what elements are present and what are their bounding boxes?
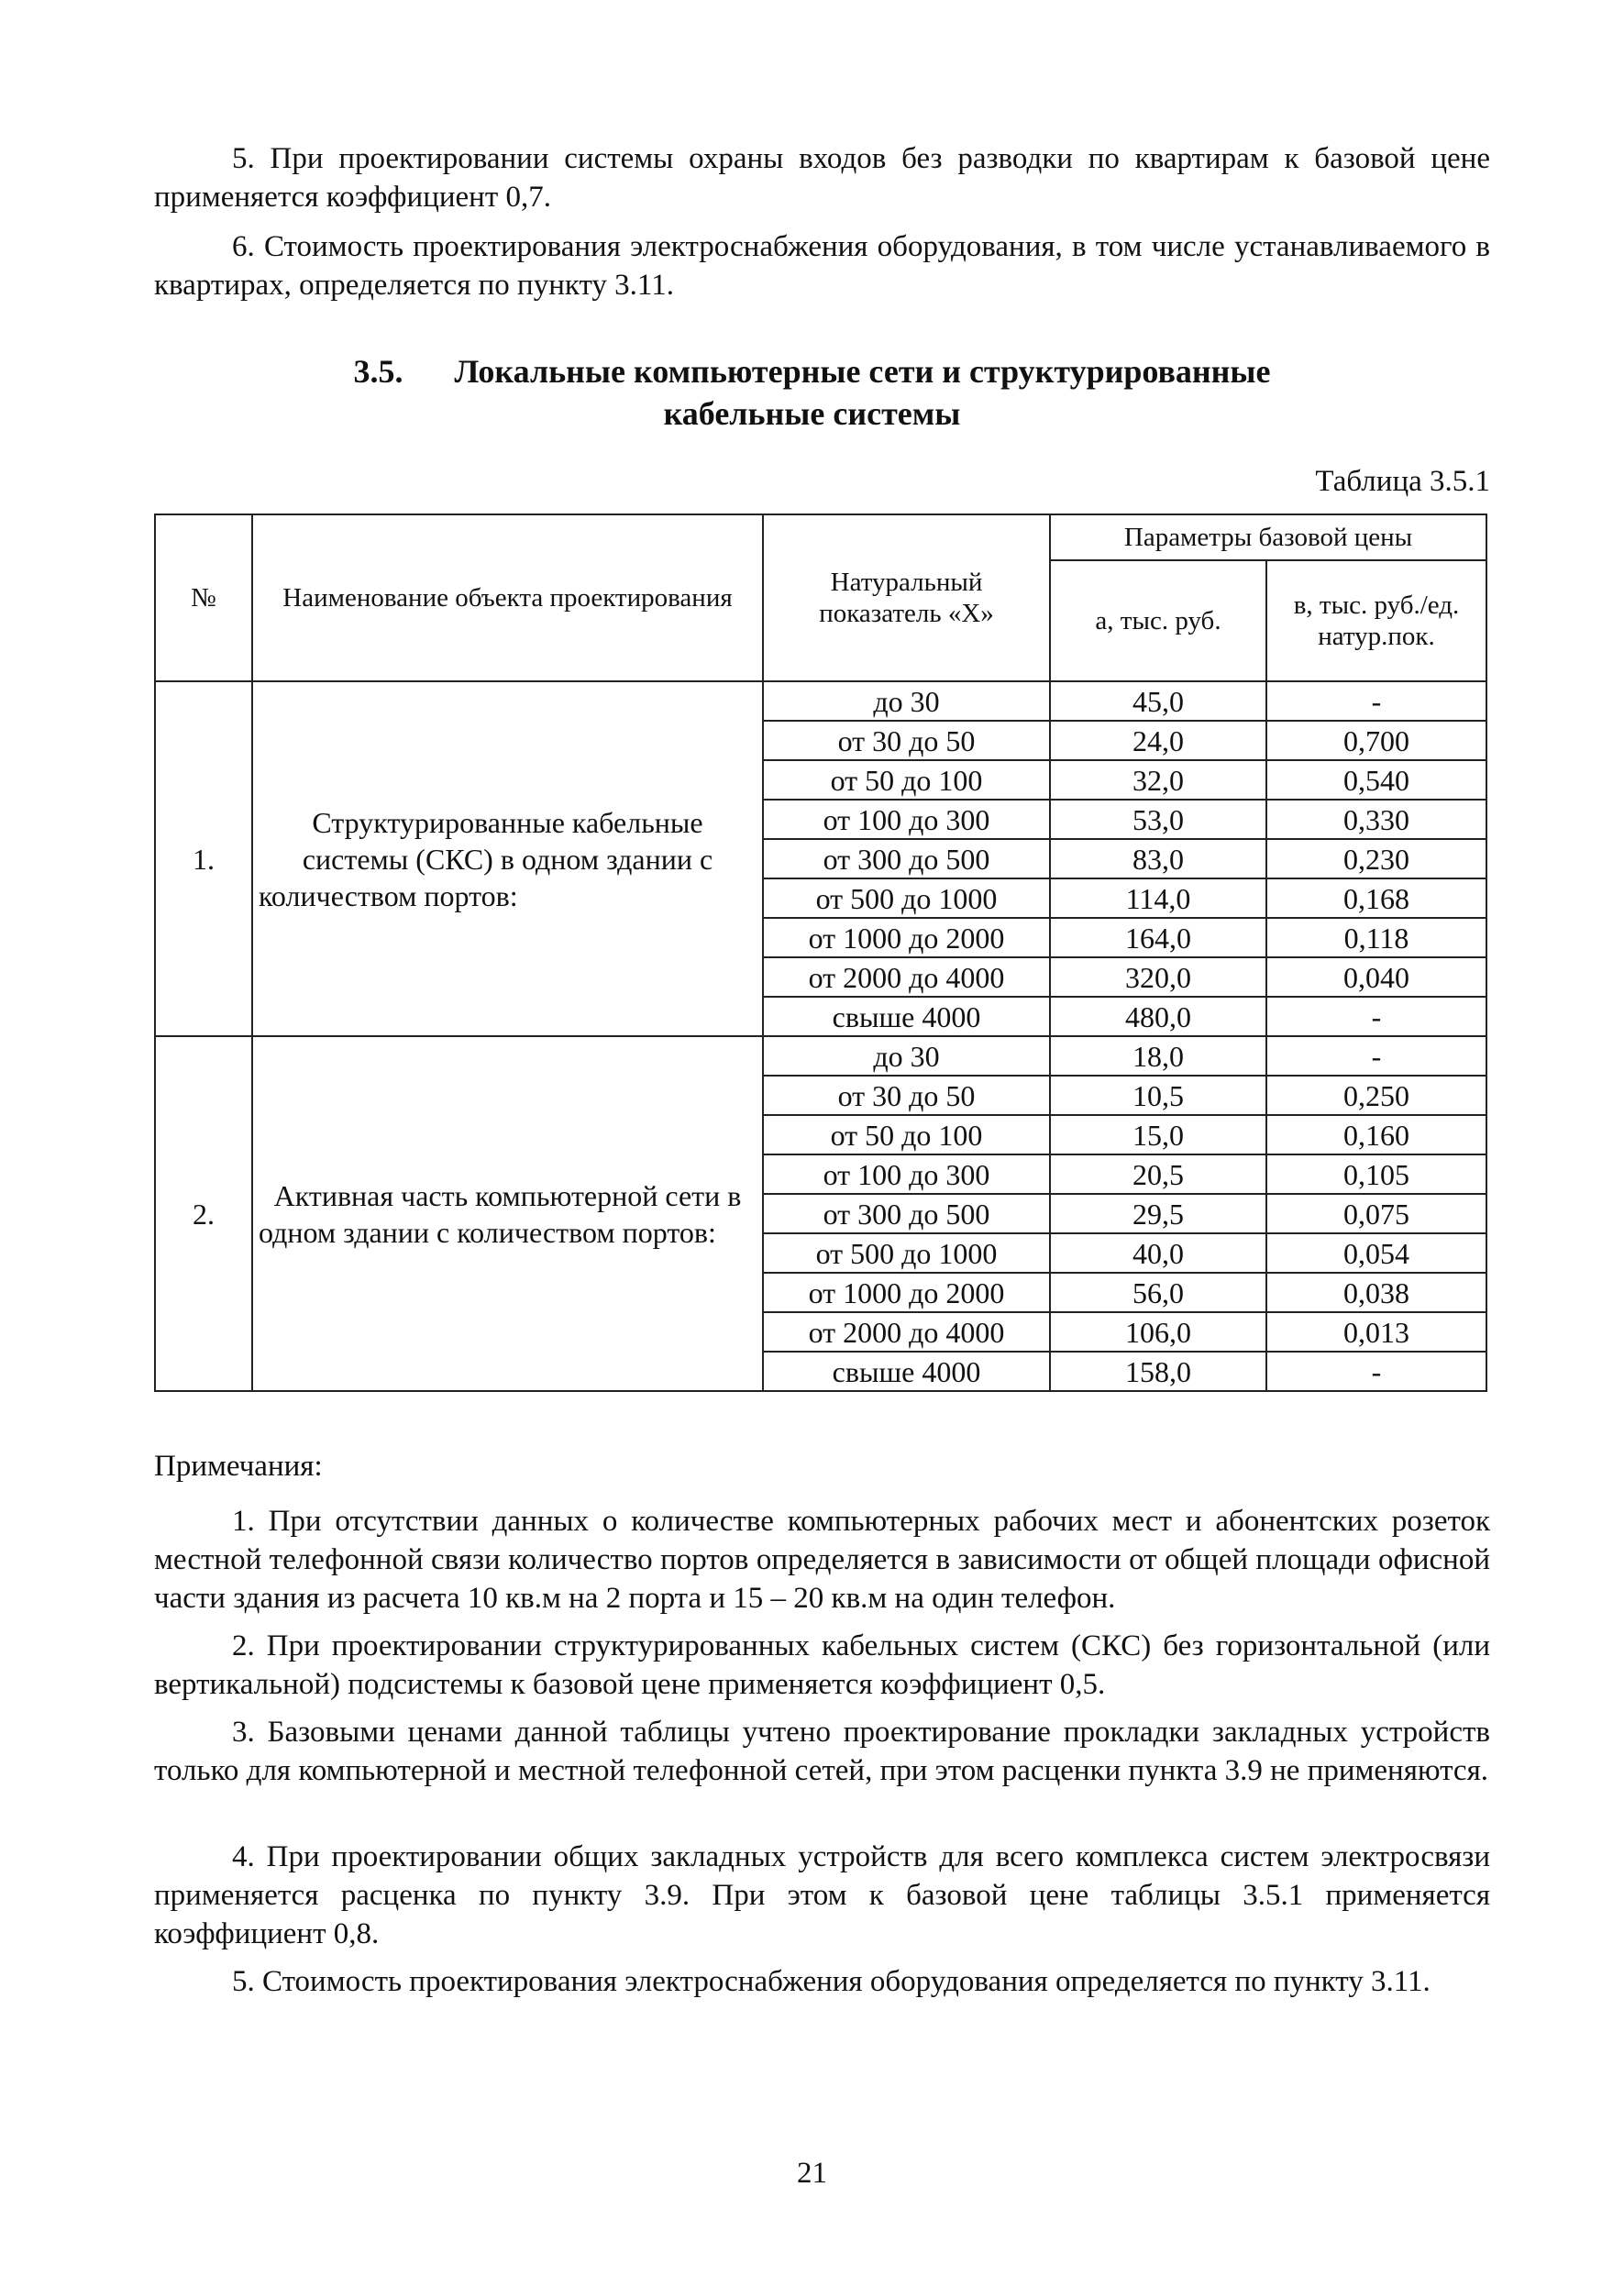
header-no: № — [155, 514, 252, 681]
indicator-cell: от 100 до 300 — [763, 1154, 1050, 1194]
value-b-cell: 0,330 — [1266, 800, 1486, 839]
group-number: 2. — [155, 1036, 252, 1391]
value-a-cell: 32,0 — [1050, 760, 1266, 800]
value-a-cell: 158,0 — [1050, 1352, 1266, 1391]
note-4: 4. При проектировании общих закладных устройств для всего комплекса систем электросвязи применяется расценка по пункту 3.9. При этом к базовой цене таблицы 3.5.1 применяется коэффициент 0,8. — [154, 1840, 1490, 1950]
value-a-cell: 56,0 — [1050, 1273, 1266, 1312]
value-a-cell: 40,0 — [1050, 1233, 1266, 1273]
indicator-cell: от 500 до 1000 — [763, 1233, 1050, 1273]
value-a-cell: 45,0 — [1050, 681, 1266, 721]
value-a-cell: 10,5 — [1050, 1076, 1266, 1115]
value-b-cell: 0,700 — [1266, 721, 1486, 760]
indicator-cell: от 300 до 500 — [763, 839, 1050, 878]
indicator-cell: до 30 — [763, 681, 1050, 721]
value-a-cell: 164,0 — [1050, 918, 1266, 957]
value-b-cell: 0,230 — [1266, 839, 1486, 878]
value-a-cell: 24,0 — [1050, 721, 1266, 760]
section-title-line1: Локальные компьютерные сети и структурированные — [454, 353, 1271, 390]
indicator-cell: от 100 до 300 — [763, 800, 1050, 839]
value-a-cell: 53,0 — [1050, 800, 1266, 839]
header-b: в, тыс. руб./ед. натур.пок. — [1266, 560, 1486, 681]
note-5: 5. Стоимость проектирования электроснабжения оборудования определяется по пункту 3.11. — [232, 1965, 1431, 1998]
section-number: 3.5. — [353, 353, 403, 390]
price-table — [154, 514, 1487, 1392]
value-b-cell: 0,160 — [1266, 1115, 1486, 1154]
indicator-cell: от 30 до 50 — [763, 721, 1050, 760]
indicator-cell: от 300 до 500 — [763, 1194, 1050, 1233]
group-name: Активная часть компьютерной сети в одном здании с количеством портов: — [252, 1036, 763, 1391]
intro-paragraph-5: 5. При проектировании системы охраны входов без разводки по квартирам к базовой цене применяется коэффициент 0,7. — [154, 142, 1490, 214]
value-b-cell: 0,540 — [1266, 760, 1486, 800]
indicator-cell: от 30 до 50 — [763, 1076, 1050, 1115]
value-b-cell: 0,054 — [1266, 1233, 1486, 1273]
indicator-cell: от 1000 до 2000 — [763, 918, 1050, 957]
value-a-cell: 114,0 — [1050, 878, 1266, 918]
value-a-cell: 480,0 — [1050, 997, 1266, 1036]
value-b-cell: 0,038 — [1266, 1273, 1486, 1312]
section-heading-line2 — [0, 392, 1624, 435]
indicator-cell: свыше 4000 — [763, 1352, 1050, 1391]
value-b-cell: 0,118 — [1266, 918, 1486, 957]
value-a-cell: 29,5 — [1050, 1194, 1266, 1233]
header-indicator: Натуральный показатель «Х» — [763, 514, 1050, 681]
group-name: Структурированные кабельные системы (СКС) в одном здании с количеством портов: — [252, 681, 763, 1036]
value-b-cell: 0,105 — [1266, 1154, 1486, 1194]
group-number: 1. — [155, 681, 252, 1036]
table-row — [155, 1036, 1486, 1076]
value-a-cell: 15,0 — [1050, 1115, 1266, 1154]
indicator-cell: свыше 4000 — [763, 997, 1050, 1036]
value-b-cell: - — [1266, 681, 1486, 721]
note-1: 1. При отсутствии данных о количестве компьютерных рабочих мест и абонентских розеток местной телефонной связи количество портов определяется в зависимости от общей площади офисной части здания из расчета 10 кв.м на 2 порта и 15 – 20 кв.м на один телефон. — [154, 1505, 1490, 1615]
value-b-cell: 0,040 — [1266, 957, 1486, 997]
indicator-cell: от 1000 до 2000 — [763, 1273, 1050, 1312]
indicator-cell: от 500 до 1000 — [763, 878, 1050, 918]
indicator-cell: от 2000 до 4000 — [763, 957, 1050, 997]
value-b-cell: 0,013 — [1266, 1312, 1486, 1352]
value-b-cell: 0,075 — [1266, 1194, 1486, 1233]
indicator-cell: до 30 — [763, 1036, 1050, 1076]
table-row — [155, 681, 1486, 721]
page-number: 21 — [797, 2157, 827, 2190]
note-2: 2. При проектировании структурированных кабельных систем (СКС) без горизонтальной (или вертикальной) подсистемы к базовой цене применяется коэффициент 0,5. — [154, 1629, 1490, 1701]
section-heading-line1 — [0, 350, 1624, 392]
table-caption: Таблица 3.5.1 — [1315, 465, 1490, 498]
notes-title: Примечания: — [154, 1450, 323, 1483]
indicator-cell: от 2000 до 4000 — [763, 1312, 1050, 1352]
indicator-cell: от 50 до 100 — [763, 760, 1050, 800]
value-a-cell: 83,0 — [1050, 839, 1266, 878]
value-a-cell: 20,5 — [1050, 1154, 1266, 1194]
value-a-cell: 320,0 — [1050, 957, 1266, 997]
value-b-cell: 0,250 — [1266, 1076, 1486, 1115]
header-params: Параметры базовой цены — [1050, 514, 1486, 560]
value-b-cell: 0,168 — [1266, 878, 1486, 918]
value-a-cell: 18,0 — [1050, 1036, 1266, 1076]
indicator-cell: от 50 до 100 — [763, 1115, 1050, 1154]
value-b-cell: - — [1266, 1036, 1486, 1076]
value-a-cell: 106,0 — [1050, 1312, 1266, 1352]
header-a: а, тыс. руб. — [1050, 560, 1266, 681]
value-b-cell: - — [1266, 997, 1486, 1036]
section-title-line2: кабельные системы — [663, 395, 961, 432]
header-name: Наименование объекта проектирования — [252, 514, 763, 681]
note-3: 3. Базовыми ценами данной таблицы учтено проектирование прокладки закладных устройств только для компьютерной и местной телефонной сетей, при этом расценки пункта 3.9 не применяются. — [154, 1716, 1490, 1787]
value-b-cell: - — [1266, 1352, 1486, 1391]
intro-paragraph-6: 6. Стоимость проектирования электроснабжения оборудования, в том числе устанавливаемого в квартирах, определяется по пункту 3.11. — [154, 230, 1490, 302]
